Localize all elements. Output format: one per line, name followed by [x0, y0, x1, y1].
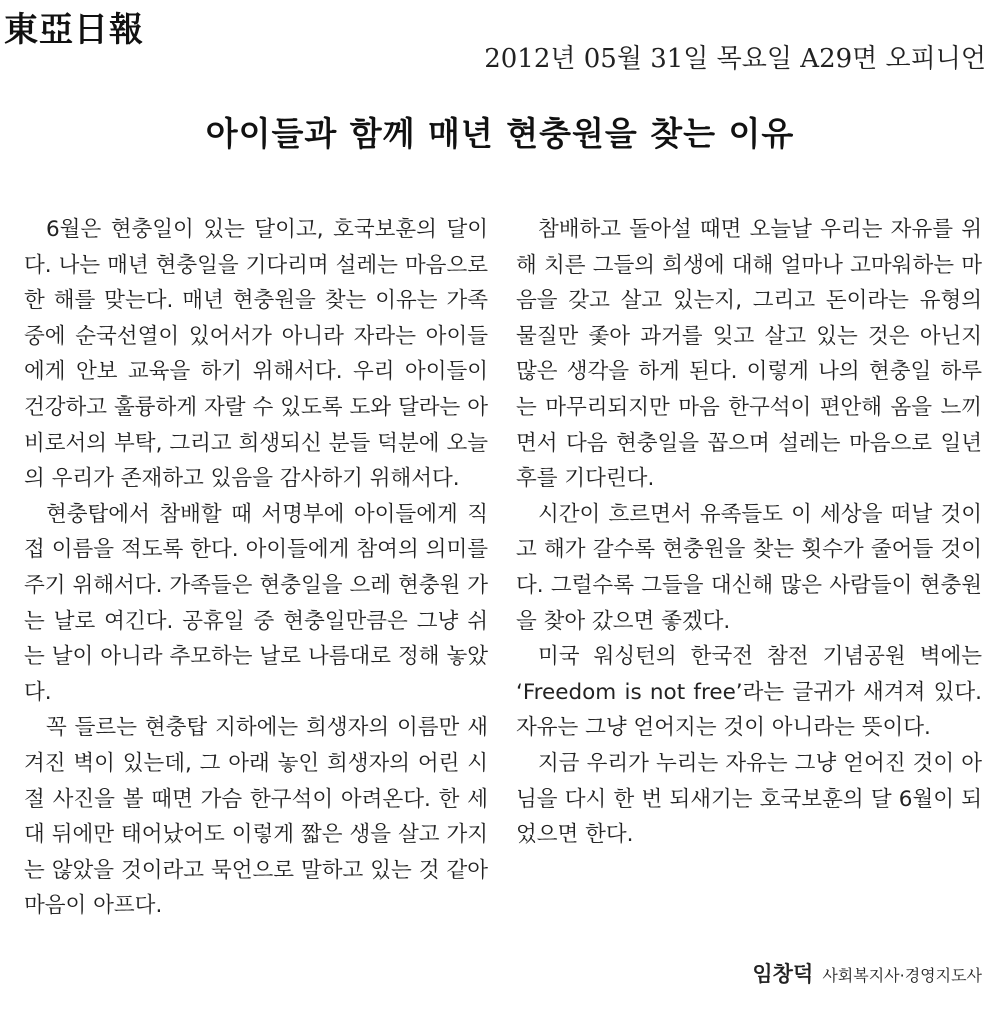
article-paragraph: 참배하고 돌아설 때면 오늘날 우리는 자유를 위해 치른 그들의 희생에 대해 얼마나 고마워하는 마음을 갖고 살고 있는지, 그리고 돈이라는 유형의 물질만 좇아 과거를 잊고 살고 있는 것은 아닌지 많은 생각을 하게 된다. 이렇게 나의 현충일 하루는 마무리되지만 마음 한구석이 편안해 옴을 느끼면서 다음 현충일을 꼽으며 설레는 마음으로 일년 후를 기다린다.	[516, 217, 982, 492]
dateline: 2012년 05월 31일 목요일 A29면 오피니언	[484, 44, 986, 74]
article-paragraph: 꼭 들르는 현충탑 지하에는 희생자의 이름만 새겨진 벽이 있는데, 그 아래 놓인 희생자의 어린 시절 사진을 볼 때면 가슴 한구석이 아려온다. 한 세대 뒤에만 태어났어도 이렇게 짧은 생을 살고 가지는 않았을 것이라고 묵언으로 말하고 있는 것 같아 마음이 아프다.	[24, 715, 488, 919]
article-column-left	[24, 212, 488, 924]
article-paragraph: 지금 우리가 누리는 자유는 그냥 얻어진 것이 아님을 다시 한 번 되새기는 호국보훈의 달 6월이 되었으면 한다.	[516, 750, 982, 848]
article-headline: 아이들과 함께 매년 현충원을 찾는 이유	[205, 114, 795, 153]
author-byline	[752, 958, 982, 988]
author-title: 사회복지사·경영지도사	[822, 966, 982, 985]
author-name: 임창덕	[752, 962, 814, 986]
newspaper-masthead: 東亞日報	[4, 10, 144, 50]
article-paragraph: 시간이 흐르면서 유족들도 이 세상을 떠날 것이고 해가 갈수록 현충원을 찾는 횟수가 줄어들 것이다. 그럴수록 그들을 대신해 많은 사람들이 현충원을 찾아 갔으면 좋겠다.	[516, 501, 982, 634]
article-paragraph: 미국 워싱턴의 한국전 참전 기념공원 벽에는 ‘Freedom is not free’라는 글귀가 새겨져 있다. 자유는 그냥 얻어지는 것이 아니라는 뜻이다.	[516, 644, 982, 741]
article-column-right	[516, 212, 982, 853]
article-paragraph: 6월은 현충일이 있는 달이고, 호국보훈의 달이다. 나는 매년 현충일을 기다리며 설레는 마음으로 한 해를 맞는다. 매년 현충원을 찾는 이유는 가족 중에 순국선열이 있어서가 아니라 자라는 아이들에게 안보 교육을 하기 위해서다. 우리 아이들이 건강하고 훌륭하게 자랄 수 있도록 도와 달라는 아비로서의 부탁, 그리고 희생되신 분들 덕분에 오늘의 우리가 존재하고 있음을 감사하기 위해서다.	[24, 217, 488, 492]
article-paragraph: 현충탑에서 참배할 때 서명부에 아이들에게 직접 이름을 적도록 한다. 아이들에게 참여의 의미를 주기 위해서다. 가족들은 현충일을 으레 현충원 가는 날로 여긴다. 공휴일 중 현충일만큼은 그냥 쉬는 날이 아니라 추모하는 날로 나름대로 정해 놓았다.	[24, 501, 488, 705]
